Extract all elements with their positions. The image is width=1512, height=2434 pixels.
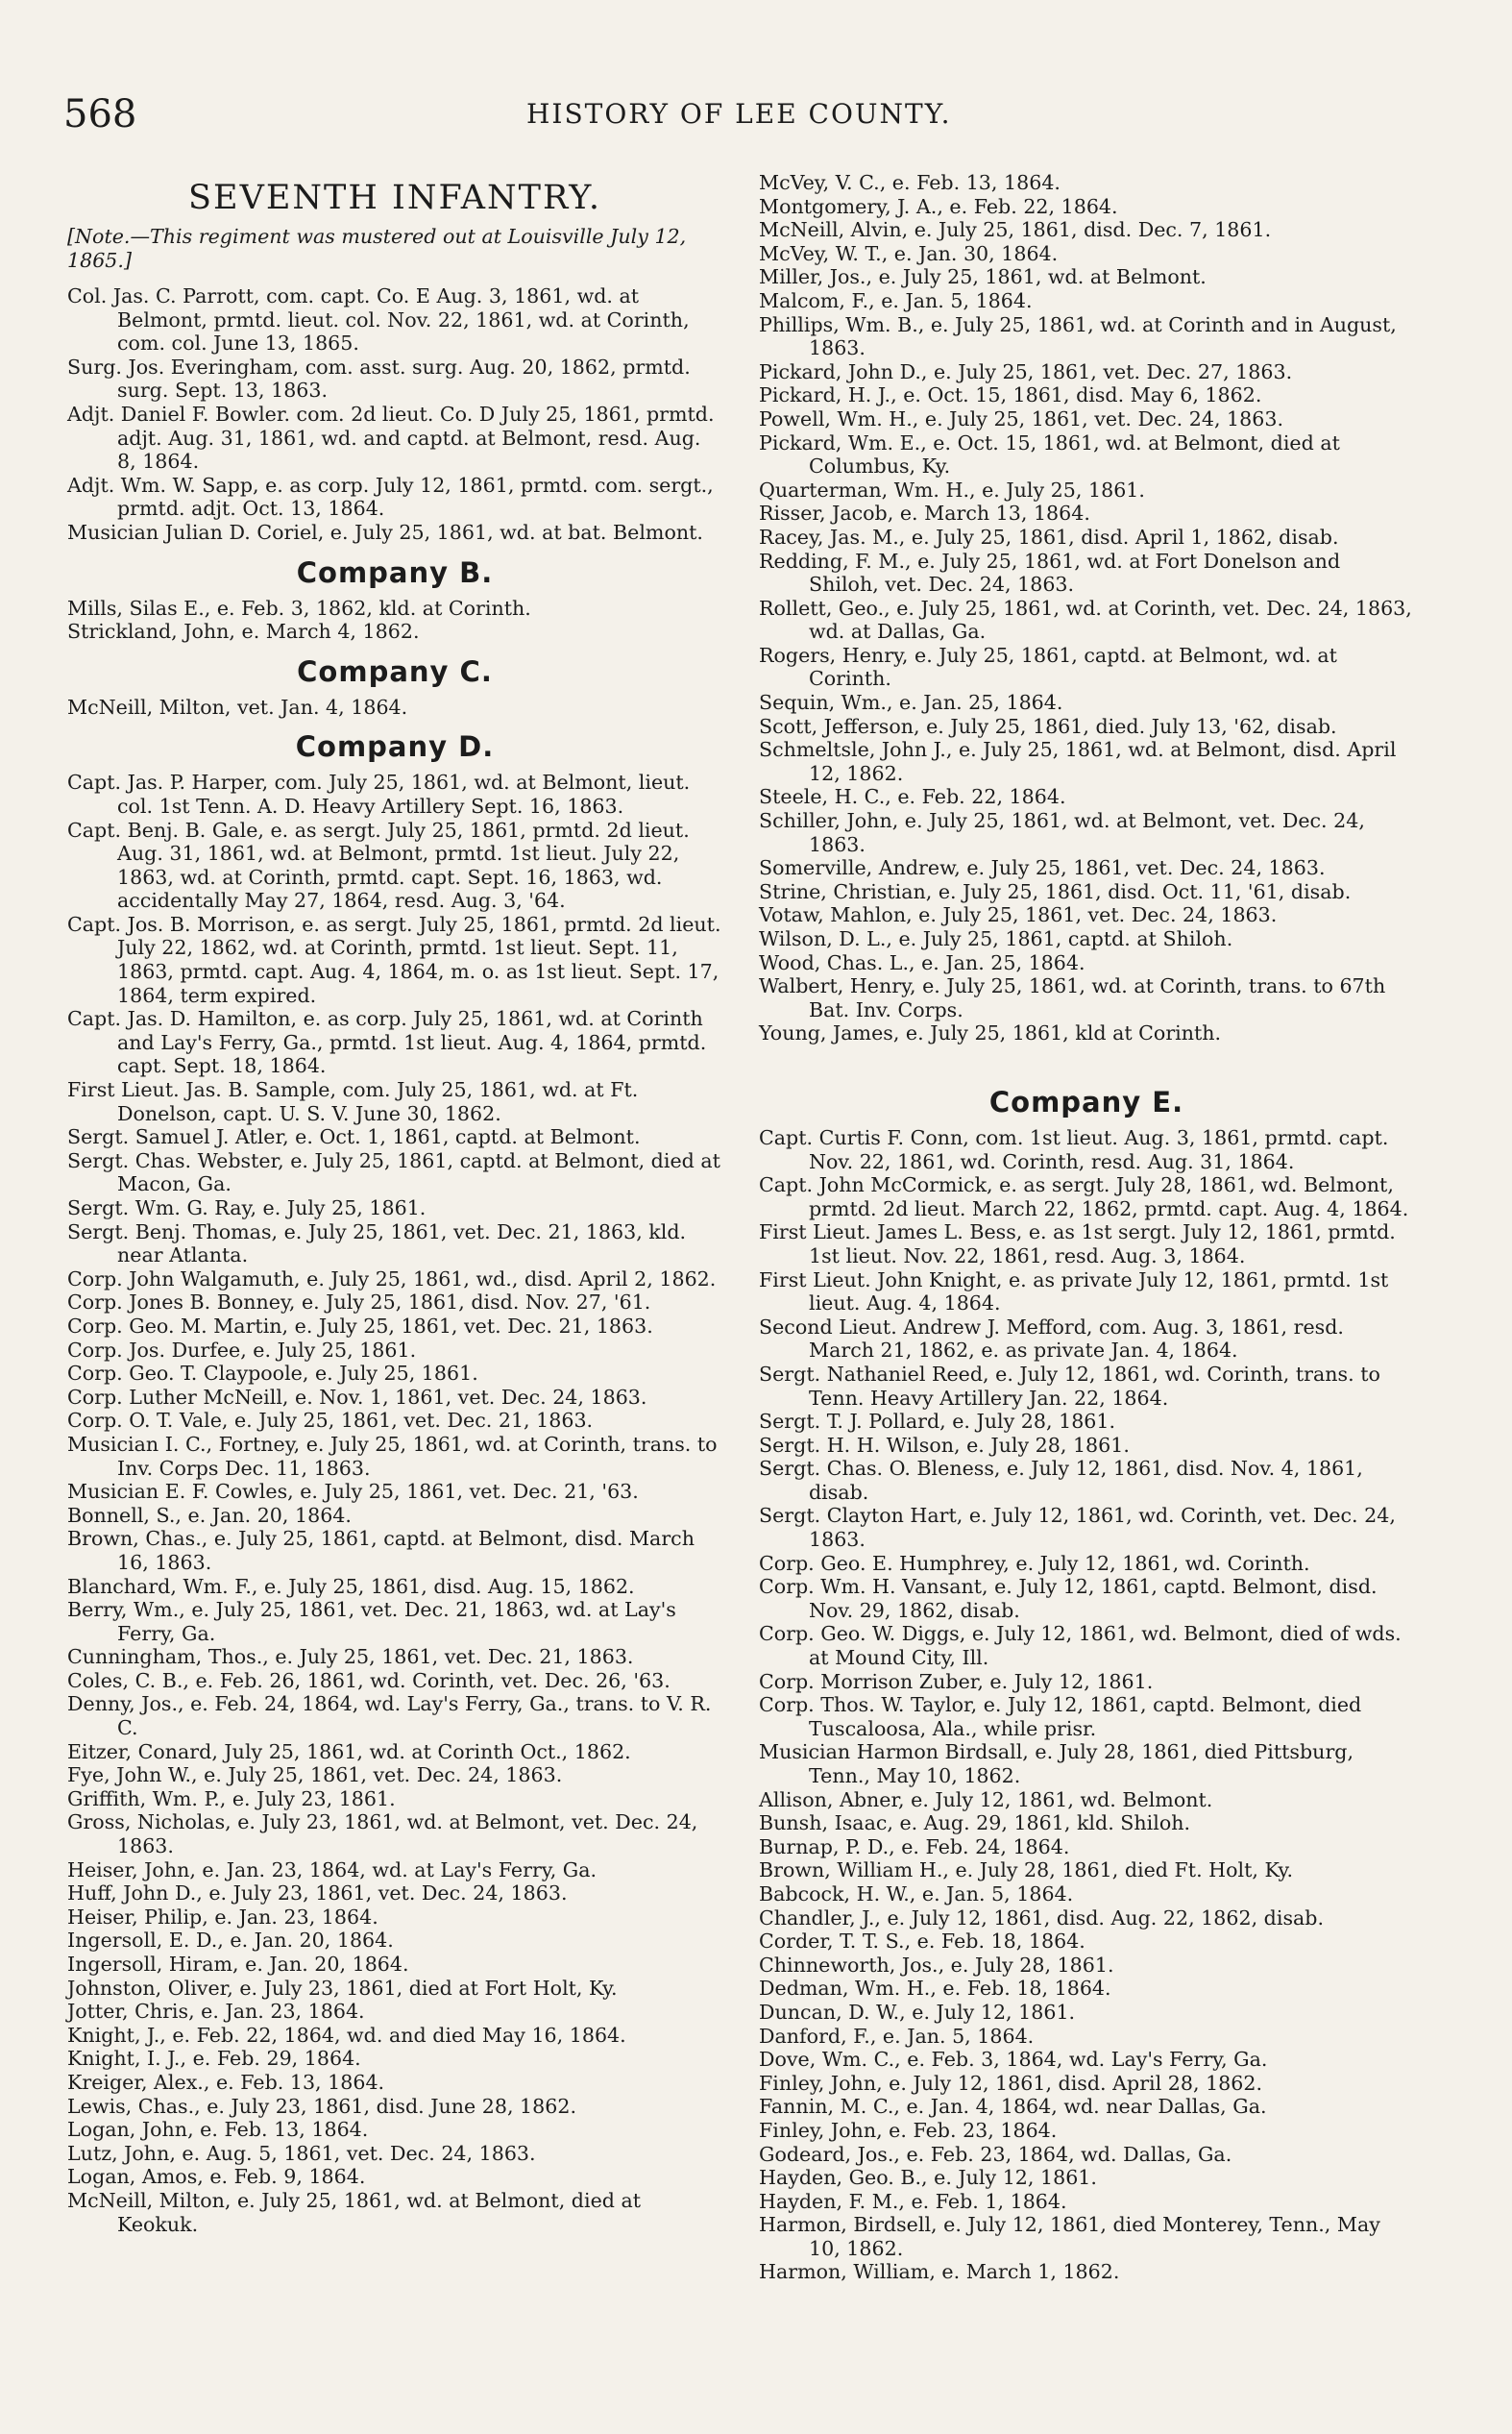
roster-entry: Strickland, John, e. March 4, 1862. <box>67 620 420 644</box>
roster-entry: Pickard, H. J., e. Oct. 15, 1861, disd. May 6, 1862. <box>759 383 1262 407</box>
roster-entry: Quarterman, Wm. H., e. July 25, 1861. <box>759 478 1145 502</box>
roster-entry: Cunningham, Thos., e. July 25, 1861, vet. Dec. 21, 1863. <box>67 1645 634 1669</box>
roster-entry: Sergt. H. H. Wilson, e. July 28, 1861. <box>759 1433 1130 1457</box>
roster-entry: Surg. Jos. Everingham, com. asst. surg. Aug. 20, 1862, prmtd. surg. Sept. 13, 1863. <box>67 355 691 403</box>
roster-entry: Rogers, Henry, e. July 25, 1861, captd. at Belmont, wd. at Corinth. <box>759 643 1337 691</box>
roster-entry: Musician Julian D. Coriel, e. July 25, 1861, wd. at bat. Belmont. <box>67 520 703 544</box>
roster-entry: Sergt. Wm. G. Ray, e. July 25, 1861. <box>67 1196 427 1219</box>
roster-entry: Dedman, Wm. H., e. Feb. 18, 1864. <box>759 1977 1111 2001</box>
roster-entry: Corp. Thos. W. Taylor, e. July 12, 1861, captd. Belmont, died Tuscaloosa, Ala., while prisr. <box>759 1693 1362 1740</box>
roster-entry: Walbert, Henry, e. July 25, 1861, wd. at Corinth, trans. to 67th Bat. Inv. Corps. <box>759 974 1386 1021</box>
roster-entry: Corp. Morrison Zuber, e. July 12, 1861. <box>759 1669 1154 1693</box>
roster-entry: Sergt. Chas. O. Bleness, e. July 12, 1861, disd. Nov. 4, 1861, disab. <box>759 1457 1363 1504</box>
roster-entry: Griffith, Wm. P., e. July 23, 1861. <box>67 1786 396 1810</box>
roster-entry: Schiller, John, e. July 25, 1861, wd. at Belmont, vet. Dec. 24, 1863. <box>759 809 1365 856</box>
company-d-list <box>67 771 722 2236</box>
roster-entry: Redding, F. M., e. July 25, 1861, wd. at Fort Donelson and Shiloh, vet. Dec. 24, 1863. <box>759 549 1341 597</box>
roster-entry: Corp. Wm. H. Vansant, e. July 12, 1861, captd. Belmont, disd. Nov. 29, 1862, disab. <box>759 1575 1378 1622</box>
running-head: HISTORY OF LEE COUNTY. <box>526 98 952 130</box>
roster-entry: Powell, Wm. H., e. July 25, 1861, vet. Dec. 24, 1863. <box>759 406 1284 430</box>
roster-entry: Capt. Curtis F. Conn, com. 1st lieut. Aug. 3, 1861, prmtd. capt. Nov. 22, 1861, wd. Corinth, resd. Aug. 31, 1864. <box>759 1125 1389 1173</box>
roster-entry: Musician E. F. Cowles, e. July 25, 1861, vet. Dec. 21, '63. <box>67 1480 639 1504</box>
company-b-list <box>67 597 722 644</box>
roster-entry: Coles, C. B., e. Feb. 26, 1861, wd. Corinth, vet. Dec. 26, '63. <box>67 1668 671 1692</box>
company-e-list <box>759 1126 1414 2284</box>
roster-entry: Harmon, Birdsell, e. July 12, 1861, died Monterey, Tenn., May 10, 1862. <box>759 2213 1380 2260</box>
company-c-list <box>67 696 722 720</box>
roster-entry: Heiser, Philip, e. Jan. 23, 1864. <box>67 1905 378 1929</box>
roster-entry: Logan, Amos, e. Feb. 9, 1864. <box>67 2165 366 2189</box>
roster-entry: First Lieut. John Knight, e. as private July 12, 1861, prmtd. 1st lieut. Aug. 4, 1864. <box>759 1267 1389 1315</box>
roster-entry: Bonnell, S., e. Jan. 20, 1864. <box>67 1503 352 1527</box>
roster-entry: McNeill, Alvin, e. July 25, 1861, disd. Dec. 7, 1861. <box>759 218 1272 242</box>
section-title: SEVENTH INFANTRY. <box>188 179 601 217</box>
roster-entry: Corp. John Walgamuth, e. July 25, 1861, wd., disd. April 2, 1862. <box>67 1266 717 1291</box>
roster-entry: Fannin, M. C., e. Jan. 4, 1864, wd. near Dallas, Ga. <box>759 2095 1267 2119</box>
roster-entry: Kreiger, Alex., e. Feb. 13, 1864. <box>67 2070 385 2094</box>
roster-entry: Pickard, John D., e. July 25, 1861, vet. Dec. 27, 1863. <box>759 359 1293 383</box>
roster-entry: Knight, I. J., e. Feb. 29, 1864. <box>67 2047 361 2071</box>
roster-entry: Gross, Nicholas, e. July 23, 1861, wd. at Belmont, vet. Dec. 24, 1863. <box>67 1810 698 1858</box>
company-d-heading: Company D. <box>295 730 495 764</box>
roster-entry: Chinneworth, Jos., e. July 28, 1861. <box>759 1953 1114 1977</box>
roster-entry: Bunsh, Isaac, e. Aug. 29, 1861, kld. Shiloh. <box>759 1811 1191 1835</box>
roster-entry: Musician Harmon Birdsall, e. July 28, 1861, died Pittsburg, Tenn., May 10, 1862. <box>759 1740 1354 1787</box>
roster-entry: Danford, F., e. Jan. 5, 1864. <box>759 2024 1035 2048</box>
roster-entry: Sergt. Benj. Thomas, e. July 25, 1861, vet. Dec. 21, 1863, kld. near Atlanta. <box>67 1219 687 1267</box>
roster-entry: Capt. Jas. P. Harper, com. July 25, 1861, wd. at Belmont, lieut. col. 1st Tenn. A. D. Heavy Artillery Sept. 16, 1863. <box>67 771 691 818</box>
roster-entry: Adjt. Daniel F. Bowler. com. 2d lieut. Co. D July 25, 1861, prmtd. adjt. Aug. 31, 1861, wd. and captd. at Belmont, resd. Aug. 8, 1864. <box>67 402 715 474</box>
staff-list <box>67 284 722 545</box>
roster-entry: Brown, Chas., e. July 25, 1861, captd. at Belmont, disd. March 16, 1863. <box>67 1527 695 1574</box>
regiment-note: [Note.—This regiment was mustered out at Louisville July 12, 1865.] <box>67 225 687 272</box>
roster-entry: Malcom, F., e. Jan. 5, 1864. <box>759 288 1033 312</box>
roster-entry: Denny, Jos., e. Feb. 24, 1864, wd. Lay's Ferry, Ga., trans. to V. R. C. <box>67 1692 712 1740</box>
roster-entry: Johnston, Oliver, e. July 23, 1861, died at Fort Holt, Ky. <box>67 1976 618 2000</box>
roster-entry: Corder, T. T. S., e. Feb. 18, 1864. <box>759 1930 1085 1954</box>
roster-entry: Steele, H. C., e. Feb. 22, 1864. <box>759 785 1066 809</box>
roster-entry: Godeard, Jos., e. Feb. 23, 1864, wd. Dallas, Ga. <box>759 2142 1232 2166</box>
roster-entry: Corp. O. T. Vale, e. July 25, 1861, vet. Dec. 21, 1863. <box>67 1409 594 1433</box>
roster-entry: Corp. Geo. T. Claypoole, e. July 25, 1861. <box>67 1362 478 1386</box>
roster-entry: Capt. Jas. D. Hamilton, e. as corp. July 25, 1861, wd. at Corinth and Lay's Ferry, Ga., prmtd. 1st lieut. Aug. 4, 1864, prmtd. capt. Sept. 18, 1864. <box>67 1007 707 1078</box>
roster-entry: Pickard, Wm. E., e. Oct. 15, 1861, wd. at Belmont, died at Columbus, Ky. <box>759 430 1340 479</box>
roster-entry: Wilson, D. L., e. July 25, 1861, captd. at Shiloh. <box>759 927 1233 950</box>
roster-entry: Capt. Jos. B. Morrison, e. as sergt. July 25, 1861, prmtd. 2d lieut. July 22, 1862, wd. at Corinth, prmtd. 1st lieut. Sept. 11, 1863, prmtd. capt. Aug. 4, 1864, m. o. as 1st lieut. Sept. 17, 1864, term expired. <box>67 912 721 1007</box>
left-column <box>67 171 722 2236</box>
roster-entry: Ingersoll, E. D., e. Jan. 20, 1864. <box>67 1929 394 1953</box>
roster-entry: Musician I. C., Fortney, e. July 25, 1861, wd. at Corinth, trans. to Inv. Corps Dec. 11, 1863. <box>67 1432 718 1480</box>
roster-entry: Babcock, H. W., e. Jan. 5, 1864. <box>759 1881 1074 1905</box>
roster-entry: Sergt. Clayton Hart, e. July 12, 1861, wd. Corinth, vet. Dec. 24, 1863. <box>759 1504 1396 1552</box>
roster-entry: Knight, J., e. Feb. 22, 1864, wd. and died May 16, 1864. <box>67 2023 626 2047</box>
roster-entry: Jotter, Chris, e. Jan. 23, 1864. <box>67 2000 365 2024</box>
roster-entry: First Lieut. Jas. B. Sample, com. July 25, 1861, wd. at Ft. Donelson, capt. U. S. V. June 30, 1862. <box>67 1078 639 1125</box>
roster-entry: Sergt. T. J. Pollard, e. July 28, 1861. <box>759 1410 1116 1434</box>
roster-entry: Brown, William H., e. July 28, 1861, died Ft. Holt, Ky. <box>759 1858 1293 1882</box>
roster-entry: Corp. Jos. Durfee, e. July 25, 1861. <box>67 1338 417 1362</box>
page-header <box>0 92 1512 140</box>
roster-entry: Wood, Chas. L., e. Jan. 25, 1864. <box>759 950 1085 974</box>
roster-entry: Mills, Silas E., e. Feb. 3, 1862, kld. at Corinth. <box>67 596 531 620</box>
roster-entry: Lutz, John, e. Aug. 5, 1861, vet. Dec. 24, 1863. <box>67 2141 536 2165</box>
roster-entry: Corp. Jones B. Bonney, e. July 25, 1861, disd. Nov. 27, '61. <box>67 1291 651 1315</box>
roster-entry: Dove, Wm. C., e. Feb. 3, 1864, wd. Lay's Ferry, Ga. <box>759 2048 1268 2072</box>
roster-entry: Blanchard, Wm. F., e. July 25, 1861, disd. Aug. 15, 1862. <box>67 1574 635 1598</box>
roster-entry: Adjt. Wm. W. Sapp, e. as corp. July 12, 1861, prmtd. com. sergt., prmtd. adjt. Oct. 13, 1864. <box>67 473 714 521</box>
roster-entry: McVey, V. C., e. Feb. 13, 1864. <box>759 171 1061 194</box>
roster-entry: Berry, Wm., e. July 25, 1861, vet. Dec. 21, 1863, wd. at Lay's Ferry, Ga. <box>67 1598 676 1645</box>
roster-entry: McNeill, Milton, vet. Jan. 4, 1864. <box>67 695 408 719</box>
roster-entry: Finley, John, e. Feb. 23, 1864. <box>759 2118 1058 2142</box>
roster-entry: Lewis, Chas., e. July 23, 1861, disd. June 28, 1862. <box>67 2094 576 2118</box>
roster-entry: Racey, Jas. M., e. July 25, 1861, disd. April 1, 1862, disab. <box>759 525 1339 549</box>
roster-entry: Sequin, Wm., e. Jan. 25, 1864. <box>759 691 1063 715</box>
roster-entry: Harmon, William, e. March 1, 1862. <box>759 2260 1120 2284</box>
company-d-continued-list <box>759 171 1414 1045</box>
roster-entry: Allison, Abner, e. July 12, 1861, wd. Belmont. <box>759 1787 1213 1811</box>
roster-entry: Col. Jas. C. Parrott, com. capt. Co. E Aug. 3, 1861, wd. at Belmont, prmtd. lieut. col. Nov. 22, 1861, wd. at Corinth, com. col. June 13, 1865. <box>67 284 690 356</box>
roster-entry: Hayden, F. M., e. Feb. 1, 1864. <box>759 2189 1067 2213</box>
roster-entry: Second Lieut. Andrew J. Mefford, com. Aug. 3, 1861, resd. March 21, 1862, e. as private Jan. 4, 1864. <box>759 1315 1344 1363</box>
roster-entry: Phillips, Wm. B., e. July 25, 1861, wd. at Corinth and in August, 1863. <box>759 312 1397 360</box>
roster-entry: Young, James, e. July 25, 1861, kld at Corinth. <box>759 1021 1222 1045</box>
company-e-heading: Company E. <box>988 1085 1184 1119</box>
roster-entry: Heiser, John, e. Jan. 23, 1864, wd. at Lay's Ferry, Ga. <box>67 1857 597 1881</box>
roster-entry: Montgomery, J. A., e. Feb. 22, 1864. <box>759 194 1118 218</box>
company-b-heading: Company B. <box>296 555 494 589</box>
company-c-heading: Company C. <box>297 654 493 688</box>
roster-entry: Capt. John McCormick, e. as sergt. July 28, 1861, wd. Belmont, prmtd. 2d lieut. March 22, 1862, prmtd. capt. Aug. 4, 1864. <box>759 1173 1409 1220</box>
roster-entry: Scott, Jefferson, e. July 25, 1861, died. July 13, '62, disab. <box>759 714 1337 738</box>
roster-entry: Chandler, J., e. July 12, 1861, disd. Aug. 22, 1862, disab. <box>759 1905 1325 1930</box>
roster-entry: Corp. Geo. E. Humphrey, e. July 12, 1861, wd. Corinth. <box>759 1551 1310 1575</box>
roster-entry: Hayden, Geo. B., e. July 12, 1861. <box>759 2166 1097 2190</box>
roster-entry: Risser, Jacob, e. March 13, 1864. <box>759 502 1090 526</box>
roster-entry: Sergt. Nathaniel Reed, e. July 12, 1861, wd. Corinth, trans. to Tenn. Heavy Artillery Jan. 22, 1864. <box>759 1362 1380 1410</box>
roster-entry: Miller, Jos., e. July 25, 1861, wd. at Belmont. <box>759 265 1207 289</box>
roster-entry: Capt. Benj. B. Gale, e. as sergt. July 25, 1861, prmtd. 2d lieut. Aug. 31, 1861, wd. at Belmont, prmtd. 1st lieut. July 22, 1863, wd. at Corinth, prmtd. capt. Sept. 16, 1863, wd. accidentally May 27, 1864, resd. Aug. 3, '64. <box>67 818 690 913</box>
roster-entry: First Lieut. James L. Bess, e. as 1st sergt. July 12, 1861, prmtd. 1st lieut. Nov. 22, 1861, resd. Aug. 3, 1864. <box>759 1220 1396 1267</box>
roster-entry: Huff, John D., e. July 23, 1861, vet. Dec. 24, 1863. <box>67 1881 568 1905</box>
roster-entry: Somerville, Andrew, e. July 25, 1861, vet. Dec. 24, 1863. <box>759 856 1326 880</box>
roster-entry: Ingersoll, Hiram, e. Jan. 20, 1864. <box>67 1953 409 1976</box>
roster-entry: Corp. Geo. W. Diggs, e. July 12, 1861, wd. Belmont, died of wds. at Mound City, Ill. <box>759 1622 1402 1670</box>
roster-entry: McNeill, Milton, e. July 25, 1861, wd. at Belmont, died at Keokuk. <box>67 2188 642 2236</box>
roster-entry: Burnap, P. D., e. Feb. 24, 1864. <box>759 1834 1070 1858</box>
roster-entry: Schmeltsle, John J., e. July 25, 1861, wd. at Belmont, disd. April 12, 1862. <box>759 738 1397 785</box>
roster-entry: Sergt. Chas. Webster, e. July 25, 1861, captd. at Belmont, died at Macon, Ga. <box>67 1148 720 1196</box>
roster-entry: Votaw, Mahlon, e. July 25, 1861, vet. Dec. 24, 1863. <box>759 903 1278 927</box>
roster-entry: Fye, John W., e. July 25, 1861, vet. Dec. 24, 1863. <box>67 1763 563 1787</box>
roster-entry: Sergt. Samuel J. Atler, e. Oct. 1, 1861, captd. at Belmont. <box>67 1125 641 1149</box>
roster-entry: Rollett, Geo., e. July 25, 1861, wd. at Corinth, vet. Dec. 24, 1863, wd. at Dallas, Ga. <box>759 596 1412 644</box>
page-number: 568 <box>63 92 137 136</box>
roster-entry: Corp. Geo. M. Martin, e. July 25, 1861, vet. Dec. 21, 1863. <box>67 1314 653 1338</box>
right-column <box>759 171 1414 2284</box>
roster-entry: McVey, W. T., e. Jan. 30, 1864. <box>759 241 1059 265</box>
roster-entry: Logan, John, e. Feb. 13, 1864. <box>67 2118 369 2142</box>
roster-entry: Corp. Luther McNeill, e. Nov. 1, 1861, vet. Dec. 24, 1863. <box>67 1385 647 1409</box>
roster-entry: Strine, Christian, e. July 25, 1861, disd. Oct. 11, '61, disab. <box>759 879 1352 903</box>
roster-entry: Finley, John, e. July 12, 1861, disd. April 28, 1862. <box>759 2071 1263 2095</box>
roster-entry: Duncan, D. W., e. July 12, 1861. <box>759 2000 1076 2024</box>
roster-entry: Eitzer, Conard, July 25, 1861, wd. at Corinth Oct., 1862. <box>67 1739 631 1763</box>
